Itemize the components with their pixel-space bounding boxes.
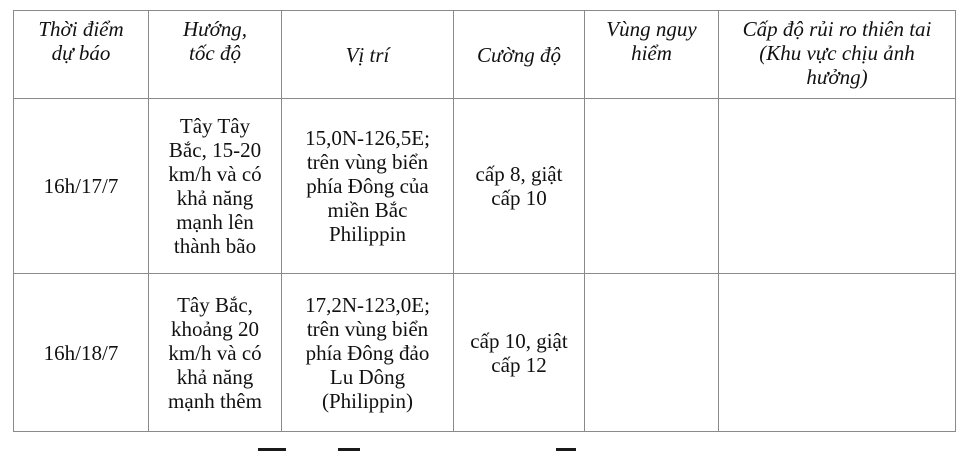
header-forecast-time: Thời điểm dự báo	[14, 11, 149, 99]
table-header-row	[14, 11, 956, 99]
table-row	[14, 99, 956, 274]
cell-position: 15,0N-126,5E; trên vùng biển phía Đông của miền Bắc Philippin	[282, 99, 454, 274]
cell-forecast-time: 16h/18/7	[14, 274, 149, 432]
cell-risk-level	[719, 274, 956, 432]
cell-position: 17,2N-123,0E; trên vùng biển phía Đông đảo Lu Dông (Philippin)	[282, 274, 454, 432]
cell-direction-speed: Tây Bắc, khoảng 20 km/h và có khả năng mạnh thêm	[149, 274, 282, 432]
clipped-text-fragment	[258, 448, 286, 451]
forecast-table	[13, 10, 956, 432]
clipped-text-fragment	[556, 448, 576, 451]
cell-danger-zone	[585, 99, 719, 274]
header-position: Vị trí	[282, 11, 454, 99]
table-row	[14, 274, 956, 432]
cell-intensity: cấp 8, giật cấp 10	[454, 99, 585, 274]
header-intensity: Cường độ	[454, 11, 585, 99]
header-direction-speed: Hướng, tốc độ	[149, 11, 282, 99]
cell-forecast-time: 16h/17/7	[14, 99, 149, 274]
cell-intensity: cấp 10, giật cấp 12	[454, 274, 585, 432]
cell-risk-level	[719, 99, 956, 274]
cell-direction-speed: Tây Tây Bắc, 15-20 km/h và có khả năng mạnh lên thành bão	[149, 99, 282, 274]
header-danger-zone: Vùng nguy hiểm	[585, 11, 719, 99]
cell-danger-zone	[585, 274, 719, 432]
clipped-text-fragment	[338, 448, 360, 451]
header-risk-level: Cấp độ rủi ro thiên tai (Khu vực chịu ảnh hưởng)	[719, 11, 956, 99]
